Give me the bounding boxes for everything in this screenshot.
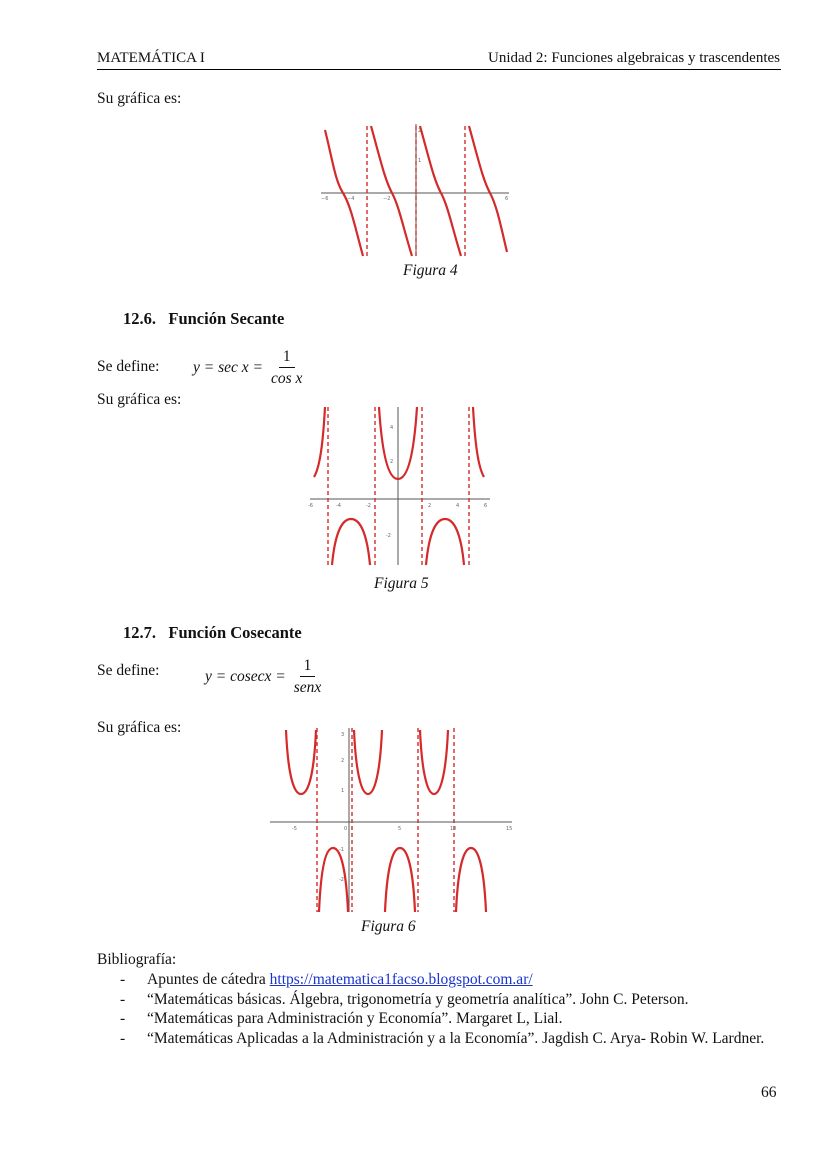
tick-label: 6 (505, 196, 509, 202)
bibliography-item-text: “Matemáticas básicas. Álgebra, trigonometría y geometría analítica”. John C. Peterson. (147, 990, 689, 1008)
graph-intro-text: Su gráfica es: (97, 90, 182, 107)
tick-label: −4 (347, 196, 355, 202)
header-left: MATEMÁTICA I (97, 50, 205, 66)
formula-lhs: y = sec x = (193, 359, 263, 376)
tick-label: 2 (418, 128, 422, 134)
list-dash: - (120, 990, 126, 1008)
tick-label: 15 (506, 826, 513, 832)
section-number: 12.7. (123, 623, 156, 642)
cotangent-branch (420, 126, 461, 256)
list-dash: - (120, 971, 126, 988)
fraction-denominator: cos x (270, 370, 303, 387)
section-heading (123, 309, 284, 329)
section-title: Función Secante (168, 309, 285, 328)
figure-4-graph (315, 122, 515, 258)
graph-intro-text: Su gráfica es: (97, 391, 182, 408)
secant-branch (426, 519, 464, 565)
figure-6-caption: Figura 6 (361, 918, 416, 935)
tick-label: -2 (386, 533, 391, 539)
bibliography-item (97, 990, 777, 1010)
fraction-denominator: senx (293, 679, 322, 696)
figure-6-graph (268, 726, 514, 914)
fraction-numerator: 1 (300, 657, 316, 677)
secant-branch (473, 407, 484, 477)
tick-label: -2 (366, 503, 371, 509)
tick-label: 2 (341, 758, 345, 764)
bibliography-item (97, 1029, 777, 1049)
figure-4-caption: Figura 4 (403, 262, 458, 279)
tick-label: 0 (344, 826, 348, 832)
formula-lhs: y = cosecx = (205, 668, 286, 685)
cotangent-branch (469, 126, 507, 252)
header-rule (97, 69, 781, 70)
secant-branch (314, 407, 325, 477)
fraction (267, 348, 306, 388)
list-dash: - (120, 1029, 126, 1047)
tick-label: -2 (339, 877, 344, 883)
tick-label: 2 (428, 503, 432, 509)
secant-branch (332, 519, 370, 565)
graph-intro-text: Su gráfica es: (97, 719, 182, 736)
cotangent-branch (371, 126, 412, 256)
header-right: Unidad 2: Funciones algebraicas y trascendentes (488, 50, 780, 66)
tick-label: 2 (390, 459, 394, 465)
section-title: Función Cosecante (168, 623, 302, 642)
section-number: 12.6. (123, 309, 156, 328)
section-heading (123, 623, 302, 643)
bibliography-item-text: Apuntes de cátedra (147, 971, 270, 988)
bibliography-item (97, 970, 777, 990)
tick-label: 1 (341, 788, 345, 794)
fraction (290, 657, 326, 697)
tick-label: 6 (484, 503, 488, 509)
bibliography-list (97, 970, 777, 1048)
bibliography-item-text: “Matemáticas Aplicadas a la Administración y a la Economía”. Jagdish C. Arya- Robin W. Lardner. (147, 1029, 765, 1047)
fraction-numerator: 1 (279, 348, 295, 368)
cosecant-branch (286, 730, 316, 794)
tick-label: 4 (456, 503, 460, 509)
tick-label: -1 (339, 847, 344, 853)
tick-label: −2 (383, 196, 391, 202)
page-number: 66 (761, 1084, 777, 1101)
cosecant-branch (456, 848, 486, 912)
tick-label: 3 (341, 732, 345, 738)
figure-5-graph (306, 403, 492, 567)
definition-label: Se define: (97, 358, 160, 375)
bibliography-item-text: “Matemáticas para Administración y Economía”. Margaret L, Lial. (147, 1010, 563, 1027)
cosecant-branch (420, 730, 448, 794)
bibliography-item (97, 1009, 777, 1029)
figure-5-caption: Figura 5 (374, 575, 429, 592)
tick-label: -5 (292, 826, 297, 832)
cosecant-branch (385, 848, 415, 912)
list-dash: - (120, 1010, 126, 1027)
tick-label: -6 (308, 503, 313, 509)
cosecant-formula (205, 657, 325, 697)
cosecant-branch (354, 730, 382, 794)
tick-label: −6 (321, 196, 329, 202)
tick-label: -4 (336, 503, 341, 509)
tick-label: 1 (418, 158, 422, 164)
tick-label: 4 (390, 425, 394, 431)
secant-formula (193, 348, 306, 388)
definition-label: Se define: (97, 662, 160, 679)
tick-label: 5 (398, 826, 402, 832)
bibliography-title: Bibliografía: (97, 951, 177, 968)
tick-label: 10 (450, 826, 457, 832)
blog-link[interactable]: https://matematica1facso.blogspot.com.ar/ (269, 971, 533, 988)
